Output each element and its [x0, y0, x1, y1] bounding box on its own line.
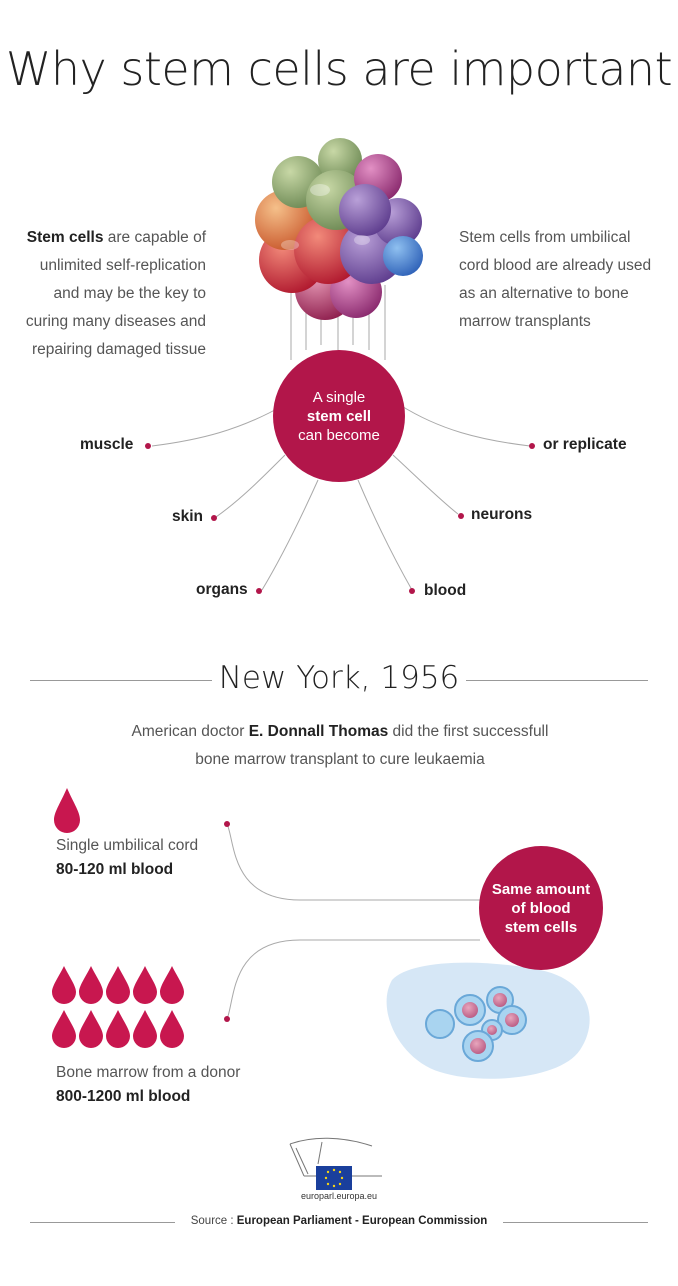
outcome-skin: skin	[172, 508, 204, 525]
stem-cell-cluster-illustration	[0, 0, 678, 640]
intro-left-line: unlimited self-replication	[39, 257, 206, 274]
outcome-blood: blood	[424, 582, 467, 599]
page-title: Why stem cells are important	[5, 42, 673, 96]
intro-right-line: as an alternative to bone	[459, 285, 629, 302]
outcome-dot	[458, 513, 464, 519]
footer-url: europarl.europa.eu	[300, 1191, 378, 1201]
outcome-or-replicate: or replicate	[543, 436, 627, 453]
intro-right-line: cord blood are already used	[459, 257, 652, 274]
source-text: European Parliament - European Commission	[236, 1215, 488, 1227]
cord-block	[56, 834, 198, 882]
outcome-dot	[529, 443, 535, 449]
cord-value: 80-120 ml blood	[56, 861, 174, 878]
same-line-1: Same amount	[491, 880, 591, 898]
marrow-value: 800-1200 ml blood	[56, 1088, 191, 1105]
intro-left-line: and may be the key to	[53, 285, 206, 302]
center-stem-cell-circle	[273, 350, 405, 482]
history-line-2: bone marrow transplant to cure leukaemia	[195, 751, 485, 768]
outcome-neurons: neurons	[471, 506, 533, 523]
marrow-label: Bone marrow from a donor	[56, 1064, 241, 1081]
outcome-dot	[256, 588, 262, 594]
outcome-dot	[145, 443, 151, 449]
intro-left-line: repairing damaged tissue	[31, 341, 206, 358]
outcome-muscle: muscle	[80, 436, 134, 453]
footer-divider-right	[503, 1222, 648, 1223]
outcome-dot	[211, 515, 217, 521]
source-line	[0, 1215, 678, 1227]
center-line-1: A single	[312, 388, 366, 406]
history-text	[60, 718, 620, 774]
history-pre: American doctor	[131, 723, 249, 740]
blood-drops-group-icon	[52, 966, 184, 1048]
stem-cells-bold: Stem cells	[26, 229, 104, 246]
outcome-dot	[409, 588, 415, 594]
center-line-3: can become	[298, 426, 380, 444]
stem-cells-illustration	[387, 963, 590, 1079]
section-title-new-york: New York, 1956	[218, 660, 460, 696]
center-line-2	[273, 407, 405, 426]
same-amount-circle	[479, 846, 603, 970]
divider-right	[466, 680, 648, 681]
outcome-organs: organs	[196, 581, 248, 598]
cord-label: Single umbilical cord	[56, 837, 199, 854]
intro-right-line: marrow transplants	[459, 313, 591, 330]
doctor-name: E. Donnall Thomas	[248, 723, 389, 740]
intro-right-line: Stem cells from umbilical	[459, 229, 631, 246]
same-line-3: stem cells	[504, 918, 578, 936]
european-parliament-logo	[282, 1132, 392, 1192]
history-post: did the first successfull	[388, 723, 549, 740]
intro-left-line: are capable of	[103, 229, 206, 246]
source-prefix: Source :	[190, 1215, 237, 1227]
stem-cell-bold: stem cell	[306, 407, 372, 425]
blood-drop-icon	[54, 788, 80, 833]
intro-left-line: curing many diseases and	[25, 313, 206, 330]
marrow-block	[56, 1061, 240, 1109]
same-line-2: of blood	[511, 899, 571, 917]
